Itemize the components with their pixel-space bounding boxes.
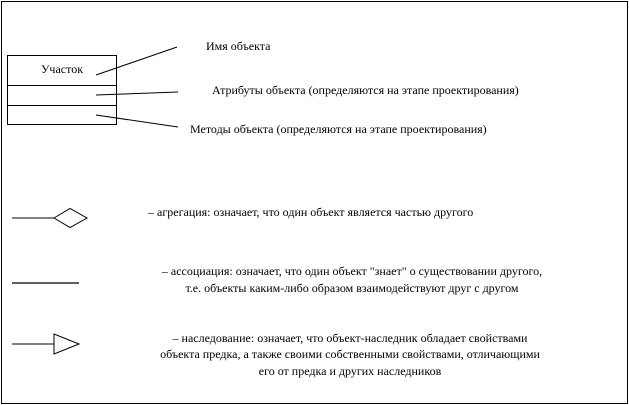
inheritance-triangle-icon (54, 334, 79, 354)
class-name: Участок (40, 62, 84, 76)
aggregation-symbol (12, 209, 87, 228)
object-methods-label: Методы объекта (определяются на этапе проектирования) (190, 122, 487, 136)
object-attributes-leader (96, 92, 178, 95)
association-description-line2: т.е. объекты каким-либо образом взаимодействуют друг с другом (185, 281, 519, 295)
object-name-label: Имя объекта (206, 39, 271, 53)
inheritance-symbol (12, 334, 79, 354)
object-name-leader (96, 47, 177, 75)
inheritance-description-line3: его от предка и других наследников (258, 364, 442, 378)
aggregation-description: – агрегация: означает, что один объект является частью другого (148, 205, 474, 219)
object-attributes-label: Атрибуты объекта (определяются на этапе проектирования) (212, 83, 519, 97)
association-description-line1: – ассоциация: означает, что один объект "знает" о существовании другого, (161, 264, 543, 278)
aggregation-diamond-icon (54, 209, 87, 228)
object-methods-leader (96, 115, 178, 127)
inheritance-description-line1: – наследование: означает, что объект-наследник обладает свойствами (172, 331, 528, 345)
inheritance-description-line2: объекта предка, а также своими собственными свойствами, отличающими (160, 347, 540, 361)
class-box (8, 56, 117, 125)
